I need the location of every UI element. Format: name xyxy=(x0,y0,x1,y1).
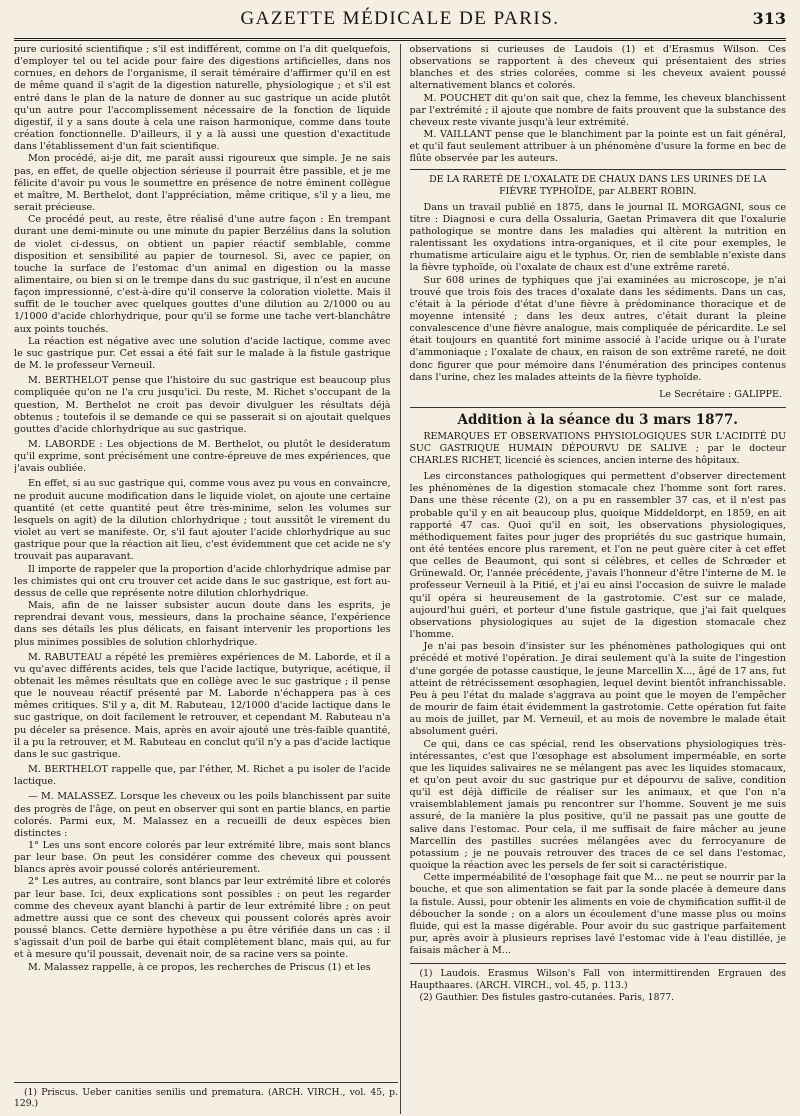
footnote: (1) Laudois. Erasmus Wilson's Fall von intermittirenden Ergrauen des Haupthaares. (ARCH. VIRCH., vol. 45, p. 113.) xyxy=(409,968,787,991)
left-footnotes xyxy=(14,1082,398,1110)
paragraph: La réaction est négative avec une solution d'acide lactique, comme avec le suc gastrique pur. Cet essai a été fait sur le malade à la fistule gastrique de M. le professeur Verneuil. xyxy=(14,335,391,372)
header-rule xyxy=(14,38,786,41)
page-number: 313 xyxy=(752,9,786,28)
paragraph: M. BERTHELOT rappelle que, par l'éther, M. Richet a pu isoler de l'acide lactique. xyxy=(14,764,391,788)
paragraph: Les circonstances pathologiques qui permettent d'observer directement les phénomènes de la digestion stomacale chez l'homme sont fort rares. Dans une thèse récente (2), on a pu en rassembler 37 cas, et il n'est pas probable qu'il y en ait beaucoup plus, quoique Middeldorpt, en 1859, en ait rapporté 47 cas. Quoi qu'il en soit, les observations physiologiques, méthodiquement faites pour juger des propriétés du suc gastrique humain, ont été tentées encore plus rarement, et l'on ne peut guère citer à cet effet que celles de Beaumont, qui sont si célèbres, et celles de Schrœder et Grünewald. Or, l'année précédente, j'avais l'honneur d'être l'interne de M. le professeur Verneuil à la Pitié, et j'ai eu ainsi l'occasion de suivre le malade qu'il opéra si heureusement de la gastrotomie. C'est sur ce malade, aujourd'hui guéri, et porteur d'une fistule gastrique, que j'ai fait quelques observations physiologiques au sujet de la digestion stomacale chez l'homme. xyxy=(409,471,787,641)
paragraph: 2° Les autres, au contraire, sont blancs par leur extrémité libre et colorés par leur base. Ici, deux explications sont possibles : on peut les regarder comme des cheveux ayant blanchi à partir de leur extrémité libre ; on peut admettre aussi que ce sont des cheveux qui poussent colorés après avoir poussé blancs. Cette dernière hypothèse a pu être vérifiée dans un cas : il s'agissait d'un poil de barbe qui était complètement blanc, mais qui, au fur et à mesure qu'il poussait, devenait noir, de sa racine vers sa pointe. xyxy=(14,876,391,961)
left-column xyxy=(14,44,398,1114)
paragraph: Mon procédé, ai-je dit, me paraît aussi rigoureux que simple. Je ne sais pas, en effet, de quelle objection sérieuse il pourrait être passible, et je me félicite d'avoir pu vous le soumettre en présence de notre éminent collègue et maître, M. Berthelot, dont l'appréciation, même critique, s'il y a lieu, me serait précieuse. xyxy=(14,153,391,214)
paragraph: Je n'ai pas besoin d'insister sur les phénomènes pathologiques qui ont précédé et motivé l'opération. Je dirai seulement qu'à la suite de l'ingestion d'une gorgée de potasse caustique, le jeune Marcellin X..., âgé de 17 ans, fut atteint de rétrécissement œsophagien, lequel devint bientôt infranchissable. Peu à peu l'état du malade s'aggrava au point que le moyen de l'empêcher de mourir de faim était évidemment la gastrotomie. Cette opération fut faite au mois de juillet, par M. Verneuil, et au mois de novembre le malade était absolument guéri. xyxy=(409,641,787,738)
paragraph: M. RABUTEAU a répété les premières expériences de M. Laborde, et il a vu qu'avec différents acides, tels que l'acide lactique, butyrique, acétique, il obtenait les mêmes résultats que en collège avec le suc gastrique ; il pense que le nouveau réactif présenté par M. Laborde n'échappera pas à ces mêmes critiques. S'il y a, dit M. Rabuteau, 12/1000 d'acide lactique dans le suc gastrique, on doit facilement le retrouver, et cependant M. Rabuteau n'a pu déceler sa présence. Mais, après en avoir ajouté une très-faible quantité, il a pu la retrouver, et M. Rabuteau en conclut qu'il n'y a pas d'acide lactique dans le suc gastrique. xyxy=(14,651,391,760)
paragraph: observations si curieuses de Laudois (1) et d'Erasmus Wilson. Ces observations se rapportent à des cheveux qui présentaient des stries blanches et des stries colorées, comme si les cheveux avaient poussé alternativement blancs et colorés. xyxy=(409,44,787,92)
column-divider xyxy=(400,44,401,1114)
footnote: (1) Priscus. Ueber canities senilis und prematura. (ARCH. VIRCH., vol. 45, p. 129.) xyxy=(14,1086,398,1110)
section-title: DE LA RARETÉ DE L'OXALATE DE CHAUX DANS LES URINES DE LA FIÈVRE TYPHOÏDE, par ALBERT ROBIN. xyxy=(410,169,787,198)
journal-title: GAZETTE MÉDICALE DE PARIS. xyxy=(240,8,560,29)
paragraph: En effet, si au suc gastrique qui, comme vous avez pu vous en convaincre, ne produit aucune modification dans le liquide violet, on ajoute une certaine quantité (et cette quantité peut être très-minime, selon les volumes sur lesquels on agit) de la dilution chlorhydrique ; tout aussitôt le virement du violet au vert se manifeste. Or, s'il faut ajouter l'acide chlorhydrique au suc gastrique pour que la réaction ait lieu, c'est évidemment que cet acide ne s'y trouvait pas auparavant. xyxy=(14,478,391,563)
addition-title: Addition à la séance du 3 mars 1877. xyxy=(410,407,787,429)
page-header xyxy=(14,8,786,36)
paragraph: 1° Les uns sont encore colorés par leur extrémité libre, mais sont blancs par leur base. On peut les considérer comme des cheveux qui poussent blancs après avoir poussé colorés antérieurement. xyxy=(14,840,391,876)
paragraph: M. POUCHET dit qu'on sait que, chez la femme, les cheveux blanchissent par l'extrémité ; il ajoute que nombre de faits prouvent que la substance des cheveux reste vivante jusqu'à leur extrémité. xyxy=(409,92,787,128)
footnote: (2) Gauthier. Des fistules gastro-cutanées. Paris, 1877. xyxy=(419,991,675,1003)
secretary-signature: Le Secrétaire : GALIPPE. xyxy=(659,388,783,400)
right-column xyxy=(410,44,787,1114)
paragraph: M. VAILLANT pense que le blanchiment par la pointe est un fait général, et qu'il faut seulement attribuer à un phénomène d'usure la forme en bec de flûte observée par les auteurs. xyxy=(409,129,787,165)
paragraph: M. Malassez rappelle, à ce propos, les recherches de Priscus (1) et les xyxy=(28,961,371,973)
paragraph: Dans un travail publié en 1875, dans le journal IL MORGAGNI, sous ce titre : Diagnosi e cura della Ossaluria, Gaetan Primavera dit que l'oxalurie pathologique se montre dans les maladies qui altèrent la nutrition en ralentissant les oxydations intra-organiques, et il cite pour exemples, le rhumatisme articulaire aigu et le typhus. Or, rien de semblable n'existe dans la fièvre typhoïde, où l'oxalate de chaux est d'une extrême rareté. xyxy=(409,201,787,274)
paragraph: Ce qui, dans ce cas spécial, rend les observations physiologiques très-intéressantes, c'est que l'œsophage est absolument imperméable, en sorte que les liquides salivaires ne se mélangent pas avec les liquides stomacaux, et qu'on peut avoir du suc gastrique pur et dépourvu de salive, condition qu'il est déjà difficile de réaliser sur les animaux, et que l'on n'a vraisemblablement jamais pu rencontrer sur l'homme. Souvent je me suis assuré, de la manière la plus positive, qu'il ne passait pas une goutte de salive dans l'estomac. Pour cela, il me suffisait de faire mâcher au jeune Marcellin des pastilles sucrées mélangées avec du ferrocyanure de potassium ; je ne pouvais retrouver des traces de ce sel dans l'estomac, quoique la réaction avec les persels de fer soit si caractéristique. xyxy=(409,738,787,872)
paragraph: pure curiosité scientifique ; s'il est indifférent, comme on l'a dit quelquefois, d'employer tel ou tel acide pour faire des digestions artificielles, dans nos cornues, en dehors de l'organisme, il serait téméraire d'affirmer qu'il en est de même quand il s'agit de la digestion naturelle, physiologique ; et s'il est entré dans le plan de la nature de donner au suc gastrique un acide plutôt qu'un autre pour l'accomplissement nécessaire de la fonction de liquide digestif, il y a sans doute à cela une raison harmonique, comme dans toute création fonctionnelle. D'ailleurs, il y a là aussi une question d'exactitude dans l'établissement d'un fait scientifique. xyxy=(14,44,391,153)
paragraph: Sur 608 urines de typhiques que j'ai examinées au microscope, je n'ai trouvé que trois fois des traces d'oxalate dans les sédiments. Dans un cas, c'était à la période d'état d'une fièvre à prédominance thoracique et de moyenne intensité ; dans les deux autres, c'était durant la pleine convalescence d'une fièvre analogue, mais compliquée de péricardite. Le sel était toujours en quantité fort minime associé à l'acide urique ou à l'urate d'ammoniaque ; l'oxalate de chaux, en raison de son extrême rareté, ne doit donc figurer que pour mémoire dans l'énumération des principes contenus dans l'urine, chez les malades atteints de la fièvre typhoïde. xyxy=(409,274,787,383)
paragraph: Ce procédé peut, au reste, être réalisé d'une autre façon : En trempant durant une demi-minute ou une minute du papier Berzélius dans la solution de violet ci-dessus, on obtient un papier réactif semblable, comme disposition et sensibilité au papier de tournesol. Si, avec ce papier, on touche la surface de l'estomac d'un animal en digestion ou la masse alimentaire, ou bien si on le trempe dans du suc gastrique, il n'est en aucune façon impressionné, c'est-à-dire qu'il conserve la coloration violette. Mais il suffit de le toucher avec quelques gouttes d'une dilution au 2/1000 ou au 1/1000 d'acide chlorhydrique, pour qu'il se forme une tache vert-blanchâtre aux points touchés. xyxy=(14,214,391,335)
addition-subtitle: REMARQUES ET OBSERVATIONS PHYSIOLOGIQUES SUR L'ACIDITÉ DU SUC GASTRIQUE HUMAIN DÉPOURVU DE SALIVE ; par le docteur CHARLES RICHET, licencié ès sciences, ancien interne des hôpitaux. xyxy=(409,431,787,467)
paragraph: M. LABORDE : Les objections de M. Berthelot, ou plutôt le desideratum qu'il exprime, sont précisément une contre-épreuve de mes expériences, que j'avais oubliée. xyxy=(14,439,391,475)
paragraph: Mais, afin de ne laisser subsister aucun doute dans les esprits, je reprendrai devant vous, messieurs, dans la prochaine séance, l'expérience dans ses détails les plus délicats, en faisant intervenir les proportions les plus minimes possibles de solution chlorhydrique. xyxy=(14,600,391,648)
paragraph: — M. MALASSEZ. Lorsque les cheveux ou les poils blanchissent par suite des progrès de l'âge, on peut en observer qui sont en partie blancs, en partie colorés. Parmi eux, M. Malassez en a recueilli de deux espèces bien distinctes : xyxy=(14,791,391,839)
paragraph: M. BERTHELOT pense que l'histoire du suc gastrique est beaucoup plus compliquée qu'on ne l'a cru jusqu'ici. Du reste, M. Richet s'occupant de la question, M. Berthelot ne croit pas devoir divulguer les résultats déjà obtenus ; toutefois il se demande ce qui se passerait si on ajoutait quelques gouttes d'acide chlorhydrique au suc gastrique. xyxy=(14,375,391,435)
columns xyxy=(14,44,786,1114)
right-footnotes xyxy=(410,963,787,1003)
paragraph: Il importe de rappeler que la proportion d'acide chlorhydrique admise par les chimistes qui ont cru trouver cet acide dans le suc gastrique, est fort au-dessus de celle que représente notre dilution chlorhydrique. xyxy=(14,563,391,599)
paragraph: Cette imperméabilité de l'œsophage fait que M... ne peut se nourrir par la bouche, et que son alimentation se fait par la sonde placée à demeure dans la fistule. Aussi, pour obtenir les aliments en voie de chymification suffit-il de déboucher la sonde ; on a alors un écoulement d'une masse plus ou moins fluide, qui est la masse digérable. Pour avoir du suc gastrique parfaitement pur, après avoir à plusieurs reprises lavé l'estomac vide à l'eau distillée, je faisais mâcher à M... xyxy=(409,872,787,957)
